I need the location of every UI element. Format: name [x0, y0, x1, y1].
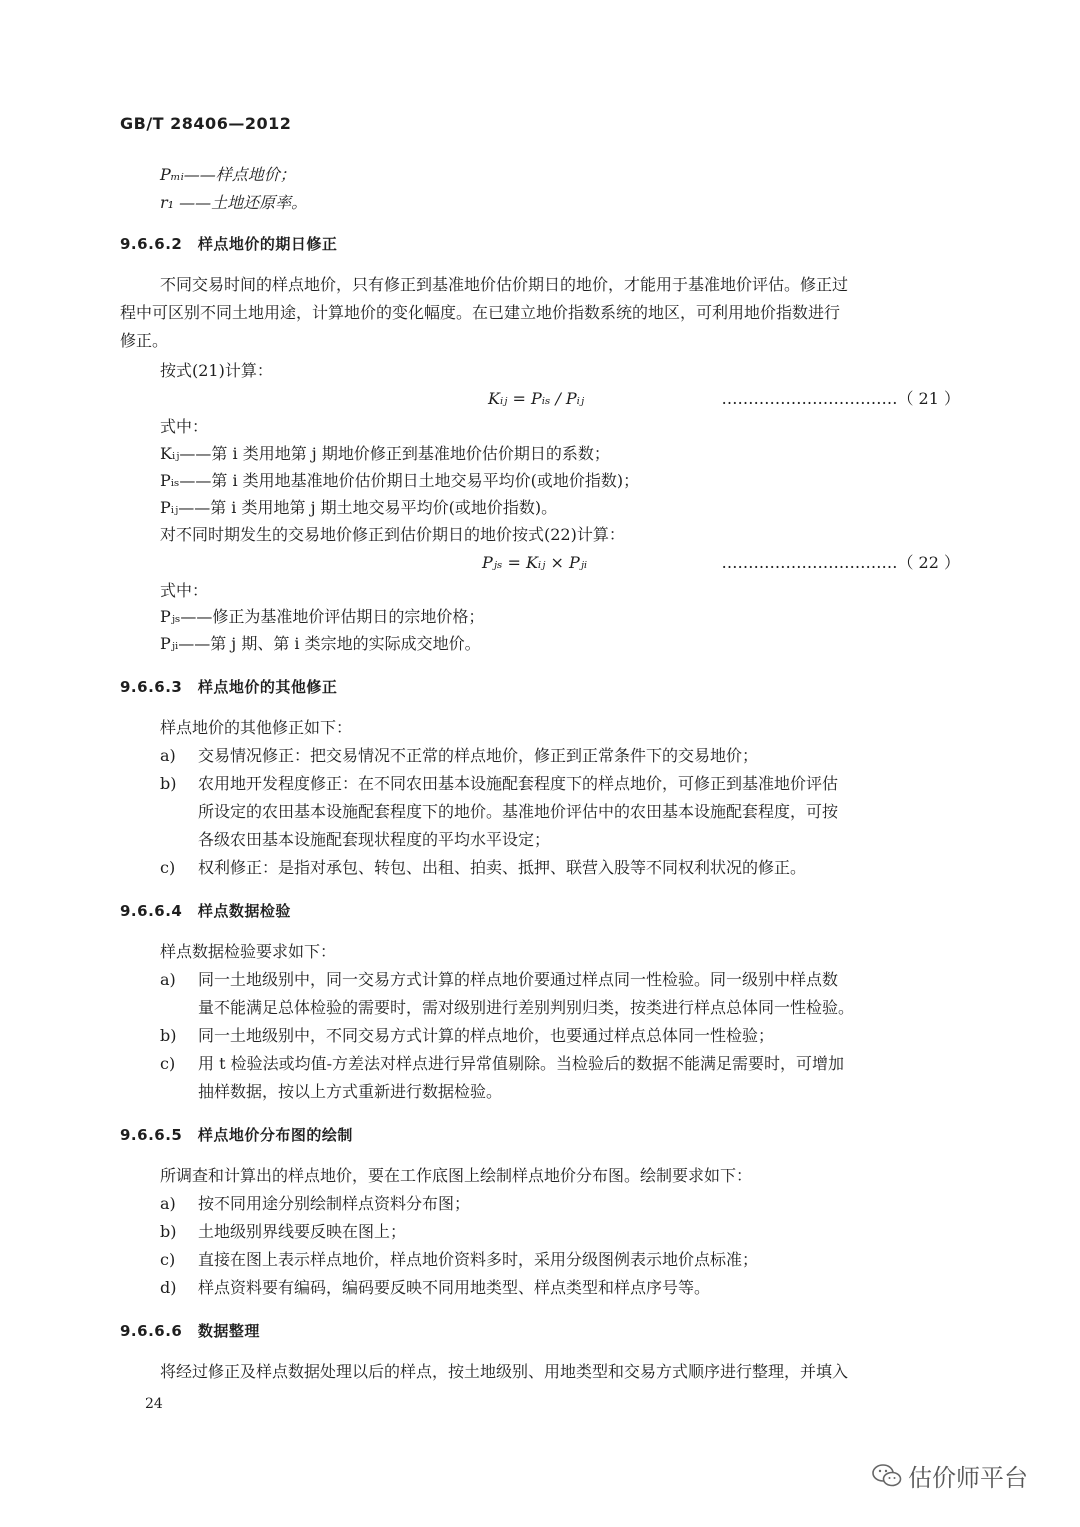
- def-pm: Pₘᵢ——样点地价；: [160, 165, 296, 184]
- list-item-text: 抽样数据，按以上方式重新进行数据检验。: [198, 1082, 503, 1101]
- list-label: d): [160, 1278, 177, 1297]
- section-heading-9-6-6-5: 9.6.6.5 样点地价分布图的绘制: [120, 1126, 353, 1144]
- list-item-text: 样点资料要有编码，编码要反映不同用地类型、样点类型和样点序号等。: [198, 1278, 711, 1297]
- paragraph-line: 程中可区别不同土地用途，计算地价的变化幅度。在已建立地价指数系统的地区，可利用地价指数进行: [120, 303, 841, 322]
- list-label: c): [160, 858, 176, 877]
- list-item-text: 所设定的农田基本设施配套程度下的地价。基准地价评估中的农田基本设施配套程度，可按: [198, 802, 839, 821]
- section-heading-9-6-6-4: 9.6.6.4 样点数据检验: [120, 902, 291, 920]
- list-label: a): [160, 970, 176, 989]
- list-item-text: 交易情况修正：把交易情况不正常的样点地价，修正到正常条件下的交易地价；: [198, 746, 759, 765]
- paragraph-line: 修正。: [120, 331, 169, 350]
- list-intro: 所调查和计算出的样点地价，要在工作底图上绘制样点地价分布图。绘制要求如下：: [160, 1166, 753, 1185]
- list-item-text: 土地级别界线要反映在图上；: [198, 1222, 407, 1241]
- list-item-text: 各级农田基本设施配套现状程度的平均水平设定；: [198, 830, 551, 849]
- list-item-text: 用 t 检验法或均值-方差法对样点进行异常值剔除。当检验后的数据不能满足需要时，可增加: [198, 1054, 845, 1073]
- where-label: 式中：: [160, 417, 209, 436]
- formula-intro-22: 对不同时期发生的交易地价修正到估价期日的地价按式(22)计算：: [160, 525, 625, 544]
- list-label: b): [160, 1026, 177, 1045]
- section-heading-9-6-6-6: 9.6.6.6 数据整理: [120, 1322, 260, 1340]
- list-label: b): [160, 774, 177, 793]
- list-item-text: 按不同用途分别绘制样点资料分布图；: [198, 1194, 471, 1213]
- watermark-text: 估价师平台: [908, 1464, 1028, 1492]
- section-heading-9-6-6-2: 9.6.6.2 样点地价的期日修正: [120, 235, 338, 253]
- list-item-text: 权利修正：是指对承包、转包、出租、拍卖、抵押、联营入股等不同权利状况的修正。: [198, 858, 807, 877]
- list-item-text: 直接在图上表示样点地价，样点地价资料多时，采用分级图例表示地价点标准；: [198, 1250, 759, 1269]
- def-pij: Pᵢⱼ——第 i 类用地第 j 期土地交易平均价(或地价指数)。: [160, 498, 558, 517]
- def-pji: Pⱼᵢ——第 j 期、第 i 类宗地的实际成交地价。: [160, 634, 481, 653]
- page-number: 24: [145, 1396, 163, 1412]
- where-label: 式中：: [160, 581, 209, 600]
- wechat-icon: [872, 1463, 902, 1489]
- list-item-text: 同一土地级别中，不同交易方式计算的样点地价，也要通过样点总体同一性检验；: [198, 1026, 775, 1045]
- equation-21: Kᵢⱼ = Pᵢₛ / Pᵢⱼ: [488, 389, 585, 408]
- list-item-text: 农用地开发程度修正：在不同农田基本设施配套程度下的样点地价，可修正到基准地价评估: [198, 774, 839, 793]
- list-label: a): [160, 1194, 176, 1213]
- def-pjs: Pⱼₛ——修正为基准地价评估期日的宗地价格；: [160, 607, 485, 626]
- paragraph-line: 不同交易时间的样点地价，只有修正到基准地价估价期日的地价，才能用于基准地价评估。修正过: [160, 275, 849, 294]
- list-item-text: 量不能满足总体检验的需要时，需对级别进行差别判别归类，按类进行样点总体同一性检验。: [198, 998, 855, 1017]
- def-kij: Kᵢⱼ——第 i 类用地第 j 期地价修正到基准地价估价期日的系数；: [160, 444, 610, 463]
- def-r1: r₁ ——土地还原率。: [160, 193, 308, 212]
- equation-number-22: ……………………………（ 22 ）: [721, 553, 960, 572]
- equation-22: Pⱼₛ = Kᵢⱼ × Pⱼᵢ: [482, 553, 588, 572]
- list-intro: 样点地价的其他修正如下：: [160, 718, 353, 737]
- list-label: a): [160, 746, 176, 765]
- watermark: [872, 1458, 1028, 1493]
- formula-intro-21: 按式(21)计算：: [160, 361, 273, 380]
- section-heading-9-6-6-3: 9.6.6.3 样点地价的其他修正: [120, 678, 338, 696]
- document-header: GB/T 28406—2012: [120, 114, 292, 133]
- list-label: b): [160, 1222, 177, 1241]
- list-intro: 样点数据检验要求如下：: [160, 942, 337, 961]
- list-item-text: 同一土地级别中，同一交易方式计算的样点地价要通过样点同一性检验。同一级别中样点数: [198, 970, 839, 989]
- def-pis: Pᵢₛ——第 i 类用地基准地价估价期日土地交易平均价(或地价指数)；: [160, 471, 640, 490]
- list-label: c): [160, 1250, 176, 1269]
- equation-number-21: ……………………………（ 21 ）: [721, 389, 960, 408]
- list-label: c): [160, 1054, 176, 1073]
- paragraph-line: 将经过修正及样点数据处理以后的样点，按土地级别、用地类型和交易方式顺序进行整理，并填入: [160, 1362, 849, 1381]
